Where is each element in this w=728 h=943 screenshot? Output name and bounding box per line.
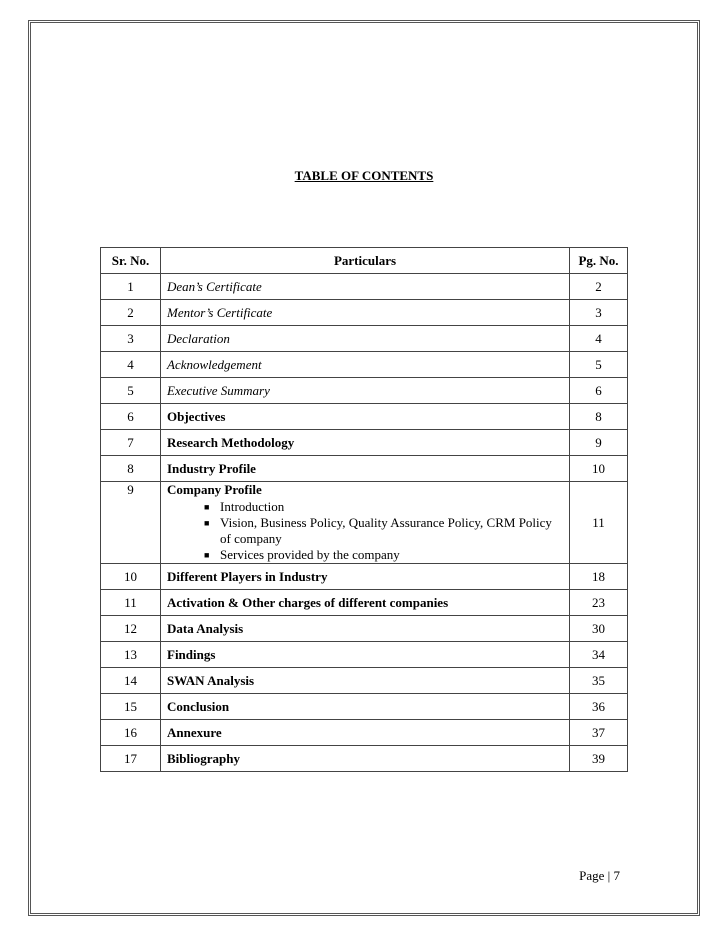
header-particulars: Particulars (161, 248, 570, 274)
row-particulars: Conclusion (167, 698, 230, 714)
row-sr-no: 6 (101, 404, 161, 430)
subitem: ■ Vision, Business Policy, Quality Assurance Policy, CRM Policy of company (204, 515, 563, 547)
table-row (101, 430, 628, 456)
table-row (101, 404, 628, 430)
row-page-number: 18 (570, 564, 628, 590)
row-particulars-cell (161, 482, 570, 564)
header-pg-no: Pg. No. (570, 248, 628, 274)
row-particulars-cell (161, 352, 570, 378)
table-row (101, 642, 628, 668)
row-sr-no: 13 (101, 642, 161, 668)
toc-body (101, 274, 628, 772)
row-particulars-cell (161, 720, 570, 746)
page-title: TABLE OF CONTENTS (294, 168, 434, 183)
row-particulars-cell (161, 274, 570, 300)
row-sr-no: 4 (101, 352, 161, 378)
table-row (101, 720, 628, 746)
row-particulars: Company Profile (167, 482, 262, 497)
row-sr-no: 17 (101, 746, 161, 772)
row-particulars: Declaration (167, 330, 230, 346)
row-particulars-cell (161, 430, 570, 456)
row-particulars-cell (161, 668, 570, 694)
row-particulars-cell (161, 326, 570, 352)
row-particulars: Activation & Other charges of different companies (167, 594, 449, 610)
row-sr-no: 16 (101, 720, 161, 746)
row-page-number: 23 (570, 590, 628, 616)
row-particulars-cell (161, 300, 570, 326)
row-sr-no: 9 (101, 482, 161, 564)
row-page-number: 6 (570, 378, 628, 404)
row-particulars-cell (161, 456, 570, 482)
row-particulars: SWAN Analysis (167, 672, 255, 688)
table-row (101, 668, 628, 694)
row-particulars: Objectives (167, 408, 226, 424)
row-particulars: Data Analysis (167, 620, 244, 636)
row-page-number: 37 (570, 720, 628, 746)
row-particulars-cell (161, 564, 570, 590)
table-row (101, 300, 628, 326)
page-number-footer: Page | 7 (579, 868, 620, 883)
toc-table (100, 247, 628, 772)
row-particulars: Bibliography (167, 750, 240, 766)
row-sr-no: 12 (101, 616, 161, 642)
table-row (101, 456, 628, 482)
row-particulars: Industry Profile (167, 460, 256, 476)
row-particulars: Different Players in Industry (167, 568, 328, 584)
row-page-number: 34 (570, 642, 628, 668)
row-sr-no: 11 (101, 590, 161, 616)
subitem: ■ Services provided by the company (204, 547, 563, 563)
row-particulars-cell (161, 616, 570, 642)
subitem: ■ Introduction (204, 499, 563, 515)
row-sr-no: 2 (101, 300, 161, 326)
table-row (101, 352, 628, 378)
row-particulars: Acknowledgement (167, 356, 262, 372)
table-row (101, 274, 628, 300)
row-page-number: 39 (570, 746, 628, 772)
table-row (101, 378, 628, 404)
row-particulars: Mentor’s Certificate (167, 304, 273, 320)
table-row (101, 746, 628, 772)
row-sr-no: 8 (101, 456, 161, 482)
row-particulars-cell (161, 746, 570, 772)
subitem-list (167, 499, 563, 563)
row-sr-no: 15 (101, 694, 161, 720)
row-particulars-cell (161, 642, 570, 668)
row-sr-no: 5 (101, 378, 161, 404)
row-particulars: Findings (167, 646, 216, 662)
row-sr-no: 14 (101, 668, 161, 694)
row-particulars: Executive Summary (167, 382, 270, 398)
toc-header-row (101, 248, 628, 274)
row-particulars-cell (161, 378, 570, 404)
row-page-number: 10 (570, 456, 628, 482)
row-sr-no: 3 (101, 326, 161, 352)
table-row (101, 590, 628, 616)
row-sr-no: 7 (101, 430, 161, 456)
table-row (101, 326, 628, 352)
row-particulars-cell (161, 590, 570, 616)
table-row (101, 564, 628, 590)
table-row (101, 694, 628, 720)
row-particulars-cell (161, 404, 570, 430)
row-particulars: Dean’s Certificate (167, 278, 262, 294)
row-page-number: 8 (570, 404, 628, 430)
row-page-number: 3 (570, 300, 628, 326)
row-sr-no: 10 (101, 564, 161, 590)
row-page-number: 36 (570, 694, 628, 720)
header-sr-no: Sr. No. (101, 248, 161, 274)
row-page-number: 30 (570, 616, 628, 642)
table-row (101, 482, 628, 564)
row-page-number: 11 (570, 482, 628, 564)
row-particulars: Research Methodology (167, 434, 295, 450)
row-page-number: 4 (570, 326, 628, 352)
row-particulars-cell (161, 694, 570, 720)
row-page-number: 9 (570, 430, 628, 456)
row-page-number: 2 (570, 274, 628, 300)
row-page-number: 35 (570, 668, 628, 694)
table-row (101, 616, 628, 642)
row-particulars: Annexure (167, 724, 222, 740)
row-sr-no: 1 (101, 274, 161, 300)
row-page-number: 5 (570, 352, 628, 378)
